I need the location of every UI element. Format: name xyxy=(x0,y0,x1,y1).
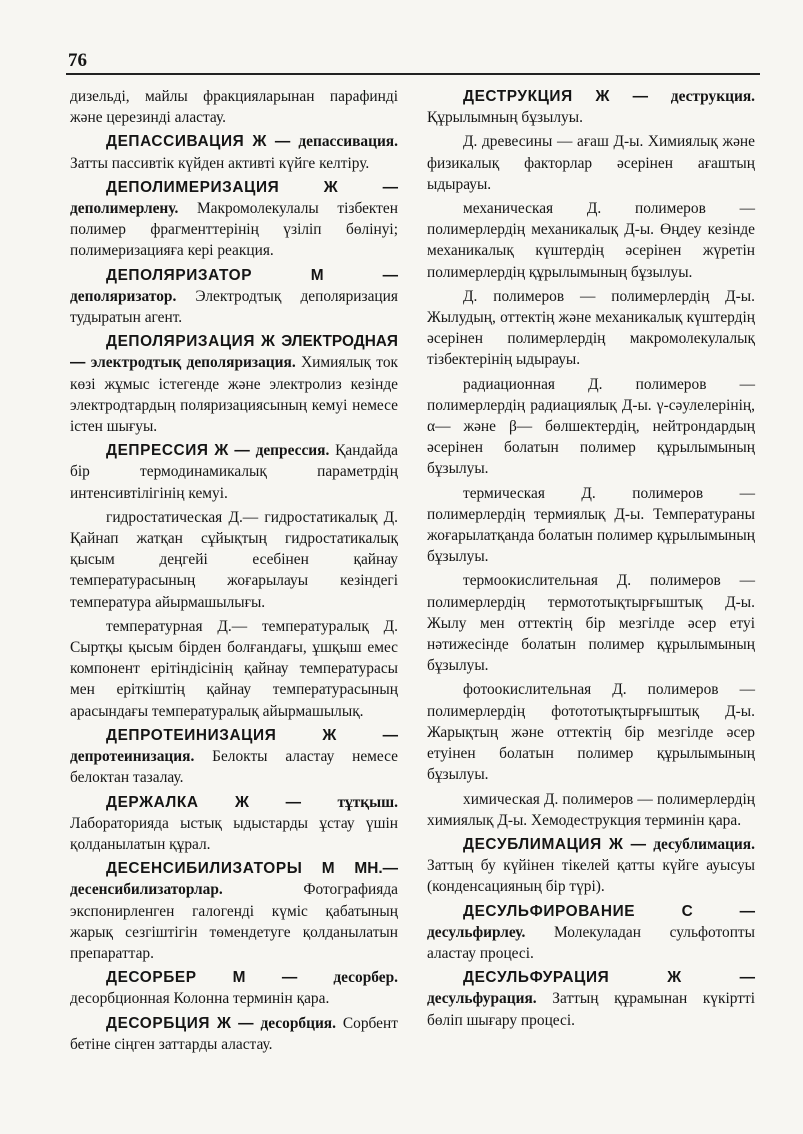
entry-gender: Ж — xyxy=(322,726,398,744)
dictionary-entry xyxy=(70,725,398,789)
entry-definition: Заттың бу күйінен тікелей қатты күйге ауысуы (конденсацияның бір түрі). xyxy=(427,857,755,896)
entry-term: ДЕСУЛЬФИРОВАНИЕ xyxy=(463,902,636,920)
entry-gender: Ж ЭЛЕКТРОДНАЯ — xyxy=(70,333,398,372)
entry-gender: М — xyxy=(232,969,298,987)
entry-translation: депротеинизация. xyxy=(70,748,195,766)
entry-definition: Фотографияда экспонирленген галогенді күміс қабатының жарық сезгіштігін төмендетуге қолданылатын препараттар. xyxy=(70,881,398,962)
entry-term: ДЕСЕНСИБИЛИЗАТОРЫ xyxy=(106,860,303,878)
entry-definition: Д. полимеров — полимерлердің Д-ы. Жылудың, оттектің және механикалық күштердің әсерінен полимерлердің макромолекулалық тізбектерінің ыдырауы. xyxy=(427,287,755,369)
entry-translation: десенсибилизаторлар. xyxy=(70,881,223,899)
dictionary-entry xyxy=(427,901,755,965)
sub-entry xyxy=(70,616,398,722)
entry-definition: Электродтық деполяризация тудыратын агент. xyxy=(70,287,398,327)
sub-entry xyxy=(427,679,755,785)
entry-translation: десорбция. xyxy=(260,1014,336,1032)
sub-entry xyxy=(427,286,755,371)
entry-definition: десорбционная Колонна терминін қара. xyxy=(70,990,330,1008)
entry-translation: деполимерлену. xyxy=(70,200,179,218)
entry-gender: Ж — xyxy=(595,88,649,105)
entry-definition: Заттың құрамынан күкіртті бөліп шығару процесі. xyxy=(427,990,755,1029)
page-number: 76 xyxy=(68,50,87,71)
entry-translation: депассивация. xyxy=(298,133,398,151)
dictionary-entry xyxy=(427,86,755,128)
entry-translation: десорбер. xyxy=(333,969,398,987)
entry-definition: Молекуладан сульфотопты аластау процесі. xyxy=(427,923,755,962)
continued-text xyxy=(70,86,398,128)
entry-definition: дизельді, майлы фракцияларынан парафинді және церезинді аластау. xyxy=(70,88,398,127)
entry-term: ДЕСУБЛИМАЦИЯ xyxy=(463,835,602,853)
entry-term: ДЕПОЛЯРИЗАЦИЯ xyxy=(106,333,255,351)
dictionary-entry xyxy=(70,792,398,856)
entry-definition: фотоокислительная Д. полимеров — полимерлердің фотототықтырғыштық Д-ы. Жарықтың және оттектің бір мезгілде әсер етуінен болатын полимер құрылымының бұзылуы. xyxy=(427,681,755,784)
entry-term: ДЕПОЛИМЕРИЗАЦИЯ xyxy=(106,178,280,196)
entry-gender: Ж — xyxy=(234,793,302,811)
entry-translation: деструкция. xyxy=(670,88,755,105)
sub-entry xyxy=(427,131,755,195)
entry-term: ДЕСТРУКЦИЯ xyxy=(463,88,573,105)
entry-term: ДЕСОРБЕР xyxy=(106,969,197,987)
entry-gender: М — xyxy=(310,266,398,284)
dictionary-entry xyxy=(70,331,398,437)
entry-gender: Ж — xyxy=(252,133,291,151)
entry-definition: Д. древесины — ағаш Д-ы. Химиялық және физикалық факторлар әсерінен ағаштың ыдырауы. xyxy=(427,133,755,193)
entry-definition: Макромолекулалы тізбектен полимер фрагменттерінің үзіліп бөлінуі; полимеризацияға кері реакция. xyxy=(70,200,398,260)
sub-entry xyxy=(427,789,755,831)
entry-gender: С — xyxy=(681,902,755,920)
entry-term: ДЕПРЕССИЯ xyxy=(106,442,209,460)
entry-definition: Белокты аластау немесе белоктан тазалау. xyxy=(70,748,398,787)
right-column xyxy=(427,86,755,1034)
dictionary-entry xyxy=(70,1013,398,1055)
entry-definition: Лабораторияда ыстық ыдыстарды ұстау үшін қолданылатын құрал. xyxy=(70,814,398,853)
header-rule xyxy=(66,73,760,75)
entry-definition: Химиялық ток көзі жұмыс істегенде және электролиз кезінде электродтардың поляризациясының кемуі немесе істен шығуы. xyxy=(70,354,398,436)
entry-term: ДЕРЖАЛКА xyxy=(106,793,199,811)
entry-definition: Сорбент бетіне сіңген заттарды аластау. xyxy=(70,1014,398,1053)
entry-translation: тұтқыш. xyxy=(337,793,398,811)
entry-term: ДЕПОЛЯРИЗАТОР xyxy=(106,266,253,284)
sub-entry xyxy=(427,570,755,676)
dictionary-entry xyxy=(70,858,398,964)
entry-definition: термическая Д. полимеров — полимерлердің термиялық Д-ы. Температураны жоғарылатқанда болатын полимер құрылымының бұзылуы. xyxy=(427,484,755,566)
entry-gender: Ж — xyxy=(214,442,250,460)
entry-definition: радиационная Д. полимеров — полимерлердің радиациялық Д-ы. γ-сәулелерінің, α— және β— бөлшектердің, нейтрондардың әсерінен болатын полимер құрылымының бұзылуы. xyxy=(427,375,755,478)
entry-translation: десульфурация. xyxy=(427,990,537,1008)
entry-definition: Құрылымның бұзылуы. xyxy=(427,109,583,127)
entry-translation: деполяризатор. xyxy=(70,287,177,305)
entry-definition: Қандайда бір термодинамикалық параметрдің интенсивтілігінің кемуі. xyxy=(70,442,398,502)
dictionary-entry xyxy=(70,131,398,173)
dictionary-entry xyxy=(70,440,398,504)
entry-definition: термоокислительная Д. полимеров — полимерлердің термототықтырғыштық Д-ы. Жылу мен оттектің бір мезгілде әсер етуі нәтижесінде болатын полимер құрылымының бұзылуы. xyxy=(427,572,755,675)
entry-definition: Затты пассивтік күйден активті күйге келтіру. xyxy=(70,154,370,172)
dictionary-entry xyxy=(70,265,398,329)
entry-gender: Ж — xyxy=(216,1014,254,1032)
sub-entry xyxy=(427,198,755,283)
dictionary-entry xyxy=(70,967,398,1009)
entry-definition: механическая Д. полимеров — полимерлердің механикалық Д-ы. Өңдеу кезінде механикалық күштердің әсерінен жүретін полимерлердің құрылымының бұзылуы. xyxy=(427,200,755,281)
dictionary-entry xyxy=(427,834,755,898)
entry-translation: электродтық деполяризация. xyxy=(90,354,296,372)
left-column xyxy=(70,86,398,1058)
sub-entry xyxy=(427,483,755,568)
entry-definition: химическая Д. полимеров — полимерлердің химиялық Д-ы. Хемодеструкция терминін қара. xyxy=(427,790,755,829)
entry-gender: Ж — xyxy=(667,969,755,987)
entry-gender: Ж — xyxy=(609,835,646,853)
entry-term: ДЕПРОТЕИНИЗАЦИЯ xyxy=(106,726,277,744)
entry-term: ДЕПАССИВАЦИЯ xyxy=(106,133,245,151)
dictionary-entry xyxy=(427,967,755,1031)
entry-term: ДЕСУЛЬФУРАЦИЯ xyxy=(463,969,610,987)
entry-gender: Ж — xyxy=(323,178,398,196)
entry-term: ДЕСОРБЦИЯ xyxy=(106,1014,211,1032)
sub-entry xyxy=(70,507,398,613)
entry-translation: депрессия. xyxy=(255,442,330,460)
entry-definition: температурная Д.— температуралық Д. Сыртқы қысым бірден болғандағы, ұшқыш емес компонент ерітіндісінің қайнау температурасы мен еріткіштің қайнау температурасының арасындағы температуралық айырмашылық. xyxy=(70,617,398,720)
sub-entry xyxy=(427,374,755,480)
dictionary-entry xyxy=(70,177,398,262)
entry-translation: десульфирлеу. xyxy=(427,923,526,941)
entry-translation: десублимация. xyxy=(653,835,755,853)
entry-gender: М МН.— xyxy=(321,860,398,878)
entry-definition: гидростатическая Д.— гидростатикалық Д. Қайнап жатқан сұйықтың гидростатикалық қысым деңгейі есебінен қайнау температурасының жоғарылауы кезіндегі температура айырмашылығы. xyxy=(70,508,398,611)
